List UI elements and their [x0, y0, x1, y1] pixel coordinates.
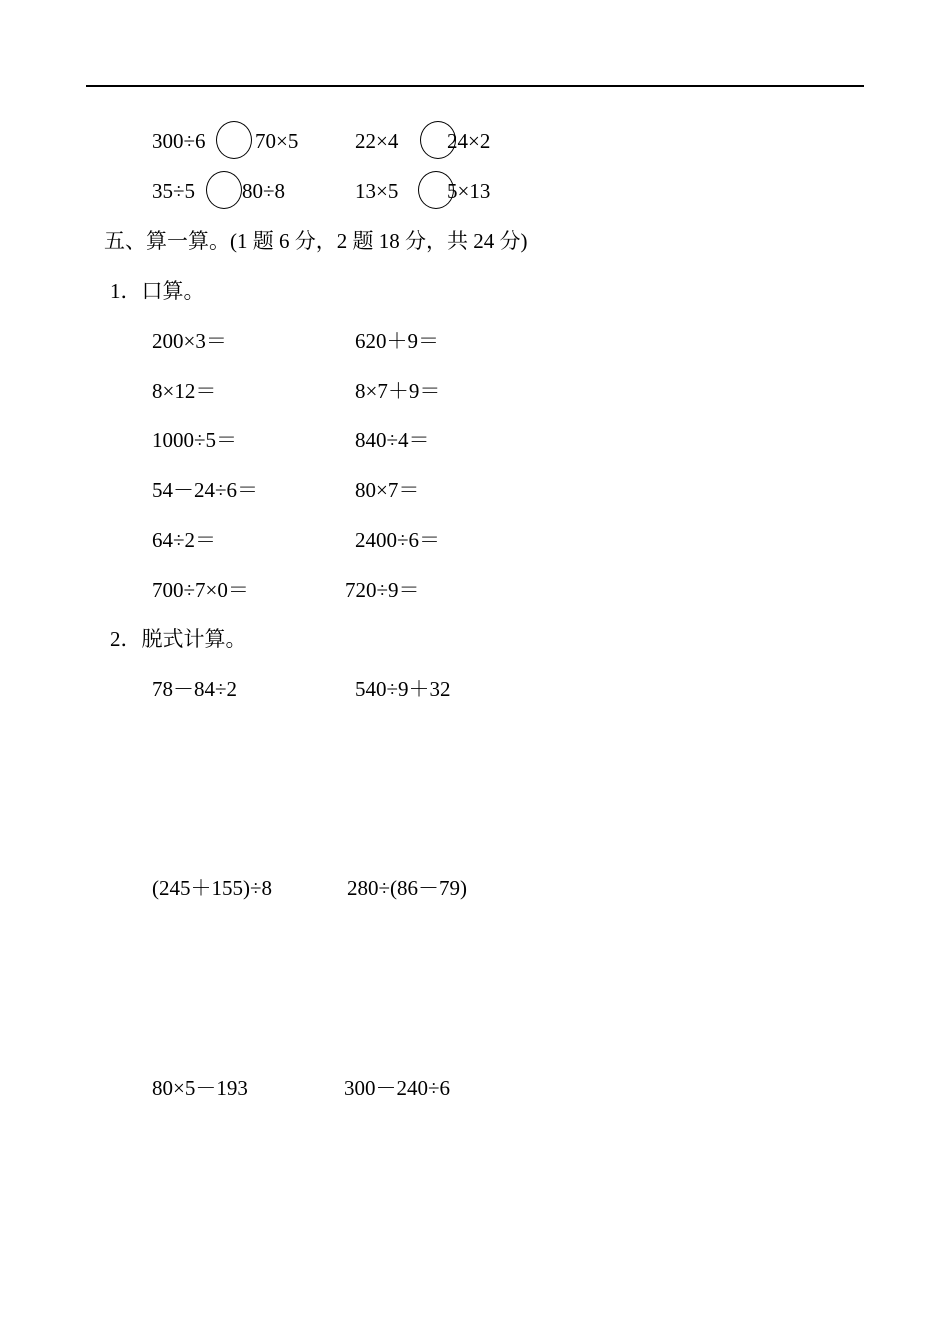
compare-expr: 24×2: [447, 129, 491, 153]
compare-expr: 13×5: [355, 179, 399, 203]
page-top-rule: [86, 85, 864, 87]
part1-title: 1．口算。: [110, 279, 205, 303]
oral-calc-item: 720÷9＝: [345, 578, 420, 602]
oral-calc-item: 700÷7×0＝: [152, 578, 249, 602]
step-calc-item: 540÷9＋32: [355, 677, 451, 701]
oral-calc-item: 2400÷6＝: [355, 528, 441, 552]
compare-expr: 70×5: [255, 129, 299, 153]
compare-expr: 35÷5: [152, 179, 196, 203]
step-calc-item: 300－240÷6: [344, 1076, 451, 1100]
step-calc-item: 80×5－193: [152, 1076, 248, 1100]
oral-calc-item: 620＋9＝: [355, 329, 439, 353]
oral-calc-item: 840÷4＝: [355, 428, 430, 452]
compare-expr: 22×4: [355, 129, 399, 153]
compare-answer-circle[interactable]: [216, 121, 252, 159]
compare-answer-circle[interactable]: [206, 171, 242, 209]
part2-title: 2．脱式计算。: [110, 627, 247, 651]
step-calc-item: 280÷(86－79): [347, 876, 468, 900]
compare-answer-circle[interactable]: [420, 121, 456, 159]
section-heading: 五、算一算。(1 题 6 分，2 题 18 分，共 24 分): [104, 229, 528, 253]
compare-expr: 300÷6: [152, 129, 206, 153]
compare-answer-circle[interactable]: [418, 171, 454, 209]
step-calc-item: 78－84÷2: [152, 677, 238, 701]
oral-calc-item: 80×7＝: [355, 478, 420, 502]
oral-calc-item: 1000÷5＝: [152, 428, 238, 452]
oral-calc-item: 64÷2＝: [152, 528, 217, 552]
compare-expr: 80÷8: [242, 179, 286, 203]
step-calc-item: (245＋155)÷8: [152, 876, 273, 900]
compare-expr: 5×13: [447, 179, 491, 203]
oral-calc-item: 200×3＝: [152, 329, 227, 353]
oral-calc-item: 54－24÷6＝: [152, 478, 259, 502]
oral-calc-item: 8×7＋9＝: [355, 379, 441, 403]
oral-calc-item: 8×12＝: [152, 379, 217, 403]
